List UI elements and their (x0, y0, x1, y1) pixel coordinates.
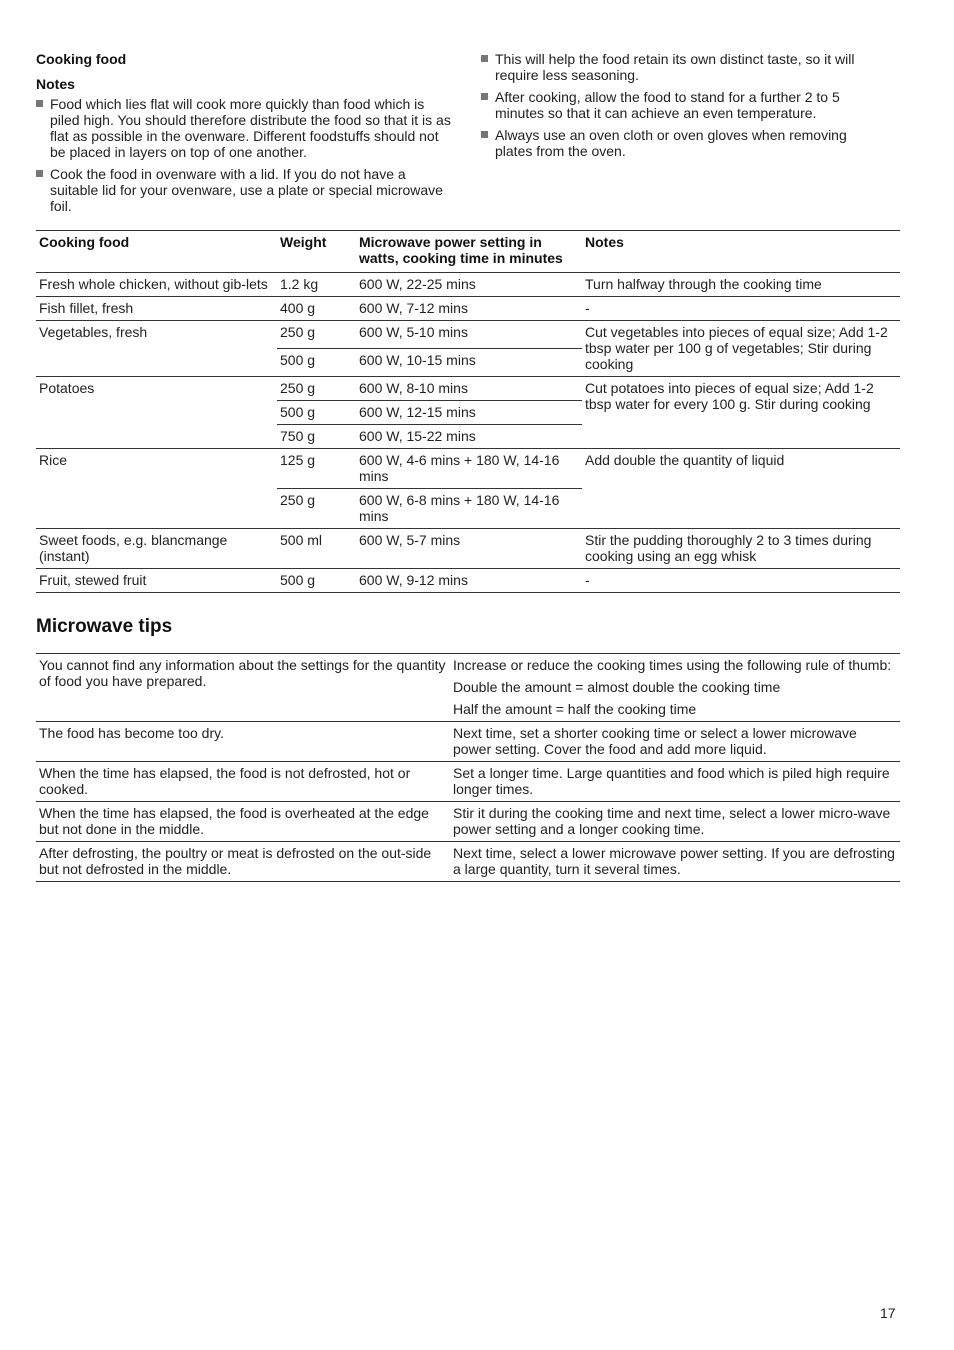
solution-text: Double the amount = almost double the cooking time (453, 679, 781, 695)
weight-cell: 400 g (277, 297, 356, 321)
table-row (36, 529, 900, 569)
table-row (36, 569, 900, 593)
weight-cell: 500 ml (277, 529, 356, 569)
weight-cell: 500 g (277, 569, 356, 593)
problem-cell: The food has become too dry. (36, 722, 450, 762)
solution-cell: Next time, set a shorter cooking time or select a lower microwave power setting. Cover the food and add more liquid. (450, 722, 900, 762)
solution-text: Half the amount = half the cooking time (453, 701, 697, 717)
weight-cell: 125 g (277, 449, 356, 489)
table-row (36, 377, 900, 401)
note-bullet (481, 127, 886, 159)
food-cell: Potatoes (36, 377, 277, 449)
solution-cell: Stir it during the cooking time and next time, select a lower micro-wave power setting and a longer cooking time. (450, 802, 900, 842)
weight-cell: 750 g (277, 425, 356, 449)
table-row (36, 722, 900, 762)
weight-cell: 250 g (277, 321, 356, 349)
table-row (36, 802, 900, 842)
solution-cell: Set a longer time. Large quantities and food which is piled high require longer times. (450, 762, 900, 802)
food-cell: Fish fillet, fresh (36, 297, 277, 321)
notes-right-column (481, 51, 886, 159)
food-cell: Rice (36, 449, 277, 529)
bullet-square-icon (36, 100, 43, 107)
note-text: Cook the food in ovenware with a lid. If you do not have a suitable lid for your ovenware, use a plate or special microwave foil. (50, 166, 443, 214)
weight-cell: 1.2 kg (277, 273, 356, 297)
setting-cell: 600 W, 8-10 mins (356, 377, 582, 401)
note-bullet (36, 96, 454, 160)
notes-heading: Notes (36, 76, 75, 92)
notes-cell: - (582, 297, 900, 321)
problem-cell: After defrosting, the poultry or meat is defrosted on the out-side but not defrosted in the middle. (36, 842, 450, 882)
solution-text: Increase or reduce the cooking times using the following rule of thumb: (453, 657, 892, 673)
note-bullet (36, 166, 454, 214)
column-header: Weight (277, 231, 356, 273)
note-text: Always use an oven cloth or oven gloves when removing plates from the oven. (495, 127, 847, 159)
note-text: Food which lies flat will cook more quickly than food which is piled high. You should therefore distribute the food so that it is as flat as possible in the ovenware. Different foodstuffs should not be placed in layers on top of one another. (50, 96, 451, 160)
notes-left-column (36, 96, 454, 214)
setting-cell: 600 W, 6-8 mins + 180 W, 14-16 mins (356, 489, 582, 529)
bullet-square-icon (36, 170, 43, 177)
column-header: Notes (582, 231, 900, 273)
food-cell: Fresh whole chicken, without gib-lets (36, 273, 277, 297)
notes-cell: Add double the quantity of liquid (582, 449, 900, 529)
problem-cell: When the time has elapsed, the food is overheated at the edge but not done in the middle. (36, 802, 450, 842)
column-header: Microwave power setting in watts, cooking time in minutes (356, 231, 582, 273)
setting-cell: 600 W, 9-12 mins (356, 569, 582, 593)
weight-cell: 250 g (277, 377, 356, 401)
cooking-food-subheading: Cooking food (36, 51, 127, 67)
table-row (36, 842, 900, 882)
note-text: After cooking, allow the food to stand for a further 2 to 5 minutes so that it can achieve an even temperature. (495, 89, 840, 121)
notes-cell: - (582, 569, 900, 593)
food-cell: Sweet foods, e.g. blancmange (instant) (36, 529, 277, 569)
setting-cell: 600 W, 10-15 mins (356, 349, 582, 377)
table-row (36, 297, 900, 321)
table-row (36, 321, 900, 349)
solution-cell (450, 654, 900, 722)
table-row (36, 273, 900, 297)
setting-cell: 600 W, 12-15 mins (356, 401, 582, 425)
bullet-square-icon (481, 131, 488, 138)
note-bullet (481, 89, 886, 121)
bullet-square-icon (481, 93, 488, 100)
setting-cell: 600 W, 5-7 mins (356, 529, 582, 569)
setting-cell: 600 W, 15-22 mins (356, 425, 582, 449)
note-text: This will help the food retain its own distinct taste, so it will require less seasoning. (495, 51, 855, 83)
setting-cell: 600 W, 4-6 mins + 180 W, 14-16 mins (356, 449, 582, 489)
table-row (36, 654, 900, 722)
column-header: Cooking food (36, 231, 277, 273)
notes-cell: Stir the pudding thoroughly 2 to 3 times during cooking using an egg whisk (582, 529, 900, 569)
microwave-tips-heading: Microwave tips (36, 616, 173, 637)
microwave-tips-table (36, 653, 900, 882)
table-row (36, 762, 900, 802)
food-cell: Vegetables, fresh (36, 321, 277, 377)
setting-cell: 600 W, 7-12 mins (356, 297, 582, 321)
food-cell: Fruit, stewed fruit (36, 569, 277, 593)
note-bullet (481, 51, 886, 83)
notes-cell: Cut potatoes into pieces of equal size; Add 1-2 tbsp water for every 100 g. Stir during cooking (582, 377, 900, 449)
notes-cell: Cut vegetables into pieces of equal size; Add 1-2 tbsp water per 100 g of vegetables; Stir during cooking (582, 321, 900, 377)
weight-cell: 250 g (277, 489, 356, 529)
solution-cell: Next time, select a lower microwave power setting. If you are defrosting a large quantity, turn it several times. (450, 842, 900, 882)
problem-cell: You cannot find any information about the settings for the quantity of food you have prepared. (36, 654, 450, 722)
page-number: 17 (880, 1305, 896, 1321)
table-row (36, 449, 900, 489)
weight-cell: 500 g (277, 349, 356, 377)
problem-cell: When the time has elapsed, the food is not defrosted, hot or cooked. (36, 762, 450, 802)
table-header-row (36, 231, 900, 273)
notes-cell: Turn halfway through the cooking time (582, 273, 900, 297)
weight-cell: 500 g (277, 401, 356, 425)
setting-cell: 600 W, 22-25 mins (356, 273, 582, 297)
setting-cell: 600 W, 5-10 mins (356, 321, 582, 349)
cooking-table (36, 230, 900, 593)
bullet-square-icon (481, 55, 488, 62)
